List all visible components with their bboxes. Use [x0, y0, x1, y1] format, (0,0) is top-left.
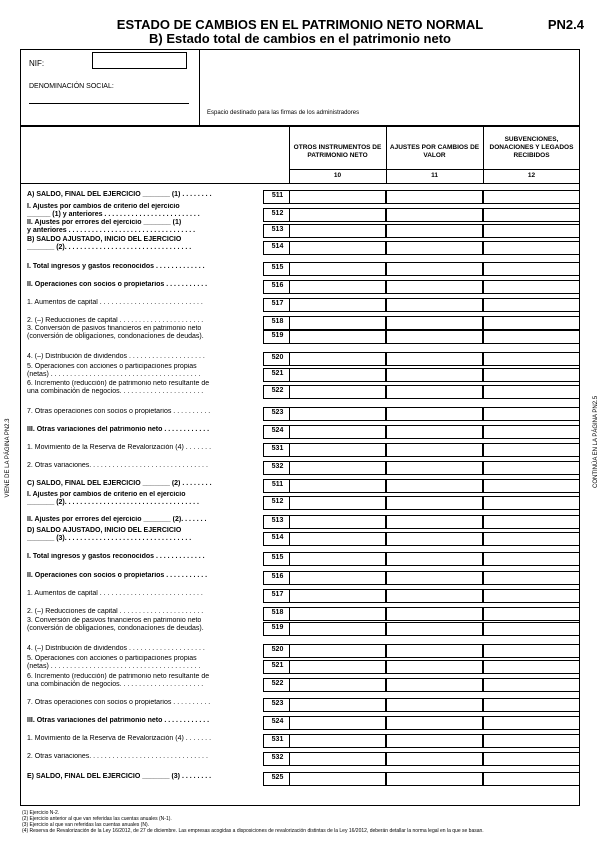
row-label-line: 3. Conversión de pasivos financieros en patrimonio neto: [27, 325, 202, 332]
header-box: [20, 49, 580, 126]
value-cell[interactable]: [386, 316, 483, 330]
value-cell[interactable]: [289, 224, 386, 238]
value-cell[interactable]: [483, 241, 580, 255]
header-divider: [199, 50, 200, 125]
row-code: 515: [271, 554, 284, 561]
row-label: [27, 299, 263, 307]
table-row: [21, 460, 581, 476]
row-label-line: III. Otras variaciones del patrimonio neto . . . . . . . . . . . .: [27, 426, 210, 433]
table-row: [21, 570, 581, 586]
row-label-line: I. Total ingresos y gastos reconocidos . . . . . . . . . . . . .: [27, 553, 205, 560]
row-label: [27, 353, 263, 361]
value-cell[interactable]: [289, 589, 386, 603]
code-cell: [263, 734, 290, 748]
row-label-line: 1. Movimiento de la Reserva de Revalorización (4) . . . . . . .: [27, 735, 212, 742]
row-code: 520: [271, 646, 284, 653]
value-cell[interactable]: [483, 190, 580, 204]
value-cell[interactable]: [289, 532, 386, 546]
code-cell: [263, 772, 290, 786]
value-cell[interactable]: [386, 622, 483, 636]
row-label: [27, 717, 263, 725]
code-cell: [263, 352, 290, 366]
nif-label: NIF:: [29, 59, 45, 68]
value-cell[interactable]: [289, 407, 386, 421]
side-note-left: VIENE DE LA PÁGINA PN2.3: [5, 418, 11, 498]
column-header: OTROS INSTRUMENTOS DE PATRIMONIO NETO: [293, 144, 382, 159]
row-code: 512: [271, 210, 284, 217]
row-label: [27, 408, 263, 416]
value-cell[interactable]: [483, 385, 580, 399]
value-cell[interactable]: [289, 752, 386, 766]
value-cell[interactable]: [483, 622, 580, 636]
form-code: PN2.4: [547, 17, 584, 32]
value-cell[interactable]: [289, 678, 386, 692]
value-cell[interactable]: [386, 734, 483, 748]
row-label-line: 6. Incremento (reducción) de patrimonio neto resultante de: [27, 380, 210, 387]
row-label-line: ______ (1) y anteriores . . . . . . . . . . . . . . . . . . . . . . . . .: [27, 211, 200, 218]
row-code: 515: [271, 264, 284, 271]
row-code: 521: [271, 370, 284, 377]
value-cell[interactable]: [483, 571, 580, 585]
row-code: 523: [271, 700, 284, 707]
value-cell[interactable]: [386, 496, 483, 510]
row-code: 517: [271, 591, 284, 598]
value-cell[interactable]: [386, 571, 483, 585]
code-cell: [263, 496, 290, 510]
row-label-line: 2. Otras variaciones. . . . . . . . . . . . . . . . . . . . . . . . . . . . . . .: [27, 462, 208, 469]
row-code: 518: [271, 318, 284, 325]
row-label-line: 3. Conversión de pasivos financieros en patrimonio neto: [27, 617, 202, 624]
row-code: 524: [271, 427, 284, 434]
row-label: [27, 491, 263, 507]
value-cell[interactable]: [386, 660, 483, 674]
row-label-line: 6. Incremento (reducción) de patrimonio neto resultante de: [27, 673, 210, 680]
value-cell[interactable]: [483, 752, 580, 766]
value-cell[interactable]: [289, 772, 386, 786]
code-cell: [263, 571, 290, 585]
value-cell[interactable]: [386, 443, 483, 457]
row-label: [27, 325, 263, 341]
value-cell[interactable]: [386, 644, 483, 658]
row-label-line: II. Ajustes por errores del ejercicio _______ (2). . . . . . .: [27, 516, 207, 523]
value-cell[interactable]: [386, 262, 483, 276]
value-cell[interactable]: [386, 515, 483, 529]
row-code: 525: [271, 774, 284, 781]
value-cell[interactable]: [289, 190, 386, 204]
value-cell[interactable]: [483, 496, 580, 510]
value-cell[interactable]: [386, 752, 483, 766]
value-cell[interactable]: [483, 461, 580, 475]
table-row: [21, 673, 581, 693]
row-label-line: 4. (–) Distribución de dividendos . . . . . . . . . . . . . . . . . . . .: [27, 645, 205, 652]
row-label: [27, 645, 263, 653]
row-label: [27, 553, 263, 561]
table-row: [21, 588, 581, 604]
footnote: (2) Ejercicio anterior al que van referidas las cuentas anuales (N-1).: [22, 816, 172, 822]
value-cell[interactable]: [483, 224, 580, 238]
code-cell: [263, 298, 290, 312]
code-cell: [263, 698, 290, 712]
code-cell: [263, 280, 290, 294]
row-code: 522: [271, 387, 284, 394]
column-number: 10: [333, 172, 342, 179]
row-label: [27, 281, 263, 289]
row-label: [27, 426, 263, 434]
row-code: 511: [271, 481, 284, 488]
row-label-line: 4. (–) Distribución de dividendos . . . . . . . . . . . . . . . . . . . .: [27, 353, 205, 360]
value-cell[interactable]: [483, 678, 580, 692]
table-row: [21, 325, 581, 345]
row-label: [27, 236, 263, 252]
value-cell[interactable]: [289, 208, 386, 222]
code-cell: [263, 368, 290, 382]
value-cell[interactable]: [386, 224, 483, 238]
value-cell[interactable]: [289, 262, 386, 276]
value-cell[interactable]: [386, 552, 483, 566]
value-cell[interactable]: [386, 479, 483, 493]
value-cell[interactable]: [289, 280, 386, 294]
code-cell: [263, 330, 290, 344]
row-label-line: 7. Otras operaciones con socios o propietarios . . . . . . . . . .: [27, 408, 211, 415]
table-row: [21, 297, 581, 313]
table-row: [21, 527, 581, 547]
table-row: [21, 406, 581, 422]
row-label-line: II. Operaciones con socios o propietarios . . . . . . . . . . .: [27, 281, 208, 288]
row-code: 524: [271, 718, 284, 725]
row-code: 512: [271, 498, 284, 505]
column-number: 11: [431, 172, 438, 179]
value-cell[interactable]: [386, 298, 483, 312]
row-label-line: (netas) . . . . . . . . . . . . . . . . . . . . . . . . . . . . . . . . . . . . . . .: [27, 663, 201, 670]
row-code: 517: [271, 300, 284, 307]
value-cell[interactable]: [289, 607, 386, 621]
code-cell: [263, 241, 290, 255]
row-label-line: I. Total ingresos y gastos reconocidos . . . . . . . . . . . . .: [27, 263, 205, 270]
code-cell: [263, 190, 290, 204]
row-label: [27, 317, 263, 325]
value-cell[interactable]: [289, 698, 386, 712]
row-label: [27, 263, 263, 271]
value-cell[interactable]: [289, 461, 386, 475]
code-cell: [263, 208, 290, 222]
value-cell[interactable]: [483, 589, 580, 603]
table-row: [21, 751, 581, 767]
value-cell[interactable]: [386, 280, 483, 294]
row-label-line: D) SALDO AJUSTADO, INICIO DEL EJERCICIO: [27, 527, 182, 534]
code-cell: [263, 752, 290, 766]
row-label: [27, 527, 263, 543]
row-label-line: I. Ajustes por cambios de criterio en el ejercicio: [27, 491, 186, 498]
row-label-line: II. Operaciones con socios o propietarios . . . . . . . . . . .: [27, 572, 208, 579]
column-number: 12: [527, 172, 536, 179]
row-code: 522: [271, 680, 284, 687]
value-cell[interactable]: [483, 515, 580, 529]
value-cell[interactable]: [483, 698, 580, 712]
row-code: 523: [271, 409, 284, 416]
row-label-line: 5. Operaciones con acciones o participaciones propias: [27, 363, 197, 370]
row-label-line: y anteriores . . . . . . . . . . . . . . . . . . . . . . . . . . . . . . . . .: [27, 227, 196, 234]
code-cell: [263, 461, 290, 475]
value-cell[interactable]: [483, 607, 580, 621]
footnote: (4) Reserva de Revalorización de la Ley 16/2012, de 27 de diciembre. Las empresas acogidas a disposiciones de revalorización distintas de la Ley 16/2012, deberán detallar la norma legal en la que se basan.: [22, 828, 484, 834]
page-subtitle: B) Estado total de cambios en el patrimonio neto: [149, 31, 451, 46]
row-code: 513: [271, 517, 284, 524]
value-cell[interactable]: [289, 571, 386, 585]
equity-changes-table: [20, 126, 580, 806]
column-header: AJUSTES POR CAMBIOS DE VALOR: [389, 144, 480, 159]
table-row: [21, 617, 581, 637]
footnote: (1) Ejercicio N-2.: [22, 810, 60, 816]
row-label-line: 1. Aumentos de capital . . . . . . . . . . . . . . . . . . . . . . . . . . .: [27, 590, 203, 597]
row-label-line: 2. Otras variaciones. . . . . . . . . . . . . . . . . . . . . . . . . . . . . . .: [27, 753, 208, 760]
value-cell[interactable]: [483, 660, 580, 674]
row-label-line: 2. (–) Reducciones de capital . . . . . . . . . . . . . . . . . . . . . .: [27, 317, 204, 324]
row-label-line: C) SALDO, FINAL DEL EJERCICIO _______ (2) . . . . . . . .: [27, 480, 212, 487]
code-cell: [263, 622, 290, 636]
row-label: [27, 516, 263, 524]
value-cell[interactable]: [386, 425, 483, 439]
value-cell[interactable]: [289, 298, 386, 312]
table-row: [21, 380, 581, 400]
row-label-line: _______ (2). . . . . . . . . . . . . . . . . . . . . . . . . . . . . . . . . . .: [27, 499, 199, 506]
row-code: 511: [271, 192, 284, 199]
code-cell: [263, 425, 290, 439]
row-code: 516: [271, 573, 284, 580]
value-cell[interactable]: [289, 515, 386, 529]
row-code: 519: [271, 332, 284, 339]
value-cell[interactable]: [289, 443, 386, 457]
table-row: [21, 733, 581, 749]
row-label: [27, 572, 263, 580]
value-cell[interactable]: [483, 532, 580, 546]
row-label: [27, 203, 263, 219]
value-cell[interactable]: [483, 552, 580, 566]
table-row: [21, 236, 581, 256]
row-label-line: E) SALDO, FINAL DEL EJERCICIO _______ (3) . . . . . . . .: [27, 773, 212, 780]
row-label-line: II. Ajustes por errores del ejercicio _______ (1): [27, 219, 182, 226]
code-cell: [263, 443, 290, 457]
denominacion-field[interactable]: [29, 103, 189, 104]
row-label: [27, 735, 263, 743]
value-cell[interactable]: [289, 479, 386, 493]
value-cell[interactable]: [289, 622, 386, 636]
value-cell[interactable]: [483, 425, 580, 439]
row-label-line: una combinación de negocios. . . . . . . . . . . . . . . . . . . . . .: [27, 681, 204, 688]
table-row: [21, 697, 581, 713]
code-cell: [263, 385, 290, 399]
row-label: [27, 617, 263, 633]
value-cell[interactable]: [386, 532, 483, 546]
code-cell: [263, 224, 290, 238]
row-label-line: (conversión de obligaciones, condonaciones de deudas).: [27, 625, 204, 632]
value-cell[interactable]: [289, 644, 386, 658]
row-label-line: III. Otras variaciones del patrimonio neto . . . . . . . . . . . .: [27, 717, 210, 724]
denominacion-label: DENOMINACIÓN SOCIAL:: [29, 83, 114, 90]
code-cell: [263, 262, 290, 276]
value-cell[interactable]: [483, 330, 580, 344]
code-cell: [263, 316, 290, 330]
code-cell: [263, 589, 290, 603]
value-cell[interactable]: [386, 589, 483, 603]
value-cell[interactable]: [483, 644, 580, 658]
table-row: [21, 715, 581, 731]
value-cell[interactable]: [483, 280, 580, 294]
code-cell: [263, 479, 290, 493]
value-cell[interactable]: [483, 368, 580, 382]
footnotes: [22, 810, 484, 834]
page-title: ESTADO DE CAMBIOS EN EL PATRIMONIO NETO NORMAL: [116, 17, 484, 32]
table-row: [21, 442, 581, 458]
row-code: 516: [271, 282, 284, 289]
row-code: 514: [271, 534, 284, 541]
row-label-line: 1. Aumentos de capital . . . . . . . . . . . . . . . . . . . . . . . . . . .: [27, 299, 203, 306]
row-label-line: _______ (3). . . . . . . . . . . . . . . . . . . . . . . . . . . . . . . . .: [27, 535, 192, 542]
value-cell[interactable]: [483, 352, 580, 366]
code-cell: [263, 660, 290, 674]
value-cell[interactable]: [483, 262, 580, 276]
row-code: 532: [271, 754, 284, 761]
value-cell[interactable]: [386, 461, 483, 475]
row-label: [27, 363, 263, 379]
row-label: [27, 380, 263, 396]
row-label-line: (conversión de obligaciones, condonaciones de deudas).: [27, 333, 204, 340]
row-label-line: I. Ajustes por cambios de criterio del ejercicio: [27, 203, 180, 210]
header-rule: [21, 183, 579, 184]
value-cell[interactable]: [386, 772, 483, 786]
row-label-line: 2. (–) Reducciones de capital . . . . . . . . . . . . . . . . . . . . . .: [27, 608, 204, 615]
value-cell[interactable]: [289, 716, 386, 730]
value-cell[interactable]: [483, 298, 580, 312]
value-cell[interactable]: [483, 208, 580, 222]
row-label: [27, 462, 263, 470]
row-label: [27, 673, 263, 689]
row-label-line: B) SALDO AJUSTADO, INICIO DEL EJERCICIO: [27, 236, 182, 243]
value-cell[interactable]: [386, 190, 483, 204]
side-note-right: CONTINÚA EN LA PÁGINA PN2.5: [593, 395, 599, 488]
row-code: 531: [271, 736, 284, 743]
code-cell: [263, 552, 290, 566]
value-cell[interactable]: [289, 330, 386, 344]
signature-area-label: Espacio destinado para las firmas de los administradores: [207, 110, 360, 116]
code-cell: [263, 532, 290, 546]
value-cell[interactable]: [289, 552, 386, 566]
row-label-line: A) SALDO, FINAL DEL EJERCICIO _______ (1) . . . . . . . .: [27, 191, 212, 198]
row-label-line: _______ (2). . . . . . . . . . . . . . . . . . . . . . . . . . . . . . . . .: [27, 244, 192, 251]
value-cell[interactable]: [483, 772, 580, 786]
code-cell: [263, 716, 290, 730]
row-label-line: 7. Otras operaciones con socios o propietarios . . . . . . . . . .: [27, 699, 211, 706]
value-cell[interactable]: [386, 698, 483, 712]
value-cell[interactable]: [483, 734, 580, 748]
value-cell[interactable]: [289, 316, 386, 330]
value-cell[interactable]: [483, 716, 580, 730]
footnote: (3) Ejercicio al que van referidas las cuentas anuales (N).: [22, 822, 150, 828]
table-row: [21, 771, 581, 787]
value-cell[interactable]: [386, 368, 483, 382]
row-label-line: una combinación de negocios. . . . . . . . . . . . . . . . . . . . . .: [27, 388, 204, 395]
row-label: [27, 608, 263, 616]
code-cell: [263, 678, 290, 692]
row-label: [27, 699, 263, 707]
table-row: [21, 261, 581, 277]
row-code: 531: [271, 445, 284, 452]
value-cell[interactable]: [386, 407, 483, 421]
value-cell[interactable]: [386, 330, 483, 344]
value-cell[interactable]: [289, 425, 386, 439]
value-cell[interactable]: [386, 716, 483, 730]
value-cell[interactable]: [483, 407, 580, 421]
row-code: 514: [271, 243, 284, 250]
value-cell[interactable]: [386, 241, 483, 255]
value-cell[interactable]: [386, 208, 483, 222]
table-row: [21, 551, 581, 567]
value-cell[interactable]: [289, 734, 386, 748]
row-label: [27, 773, 263, 781]
row-label-line: 1. Movimiento de la Reserva de Revalorización (4) . . . . . . .: [27, 444, 212, 451]
row-label: [27, 480, 263, 488]
row-label-line: (netas) . . . . . . . . . . . . . . . . . . . . . . . . . . . . . . . . . . . . . . .: [27, 371, 201, 378]
row-code: 513: [271, 226, 284, 233]
row-label: [27, 655, 263, 671]
row-code: 520: [271, 354, 284, 361]
value-cell[interactable]: [483, 479, 580, 493]
value-cell[interactable]: [386, 678, 483, 692]
value-cell[interactable]: [289, 496, 386, 510]
code-cell: [263, 644, 290, 658]
row-label: [27, 444, 263, 452]
row-label: [27, 191, 263, 199]
value-cell[interactable]: [386, 385, 483, 399]
table-row: [21, 491, 581, 511]
row-label-line: 5. Operaciones con acciones o participaciones propias: [27, 655, 197, 662]
header-num-rule: [289, 169, 579, 170]
table-row: [21, 424, 581, 440]
value-cell[interactable]: [483, 443, 580, 457]
row-label: [27, 219, 263, 235]
value-cell[interactable]: [289, 660, 386, 674]
value-cell[interactable]: [289, 241, 386, 255]
row-label: [27, 590, 263, 598]
code-cell: [263, 607, 290, 621]
value-cell[interactable]: [289, 385, 386, 399]
code-cell: [263, 515, 290, 529]
row-code: 521: [271, 662, 284, 669]
nif-field[interactable]: [92, 52, 187, 69]
value-cell[interactable]: [386, 607, 483, 621]
value-cell[interactable]: [289, 352, 386, 366]
value-cell[interactable]: [289, 368, 386, 382]
row-code: 518: [271, 609, 284, 616]
row-code: 519: [271, 624, 284, 631]
code-cell: [263, 407, 290, 421]
column-header: SUBVENCIONES, DONACIONES Y LEGADOS RECIBIDOS: [489, 136, 574, 159]
table-row: [21, 279, 581, 295]
value-cell[interactable]: [483, 316, 580, 330]
row-label: [27, 753, 263, 761]
row-code: 532: [271, 463, 284, 470]
value-cell[interactable]: [386, 352, 483, 366]
